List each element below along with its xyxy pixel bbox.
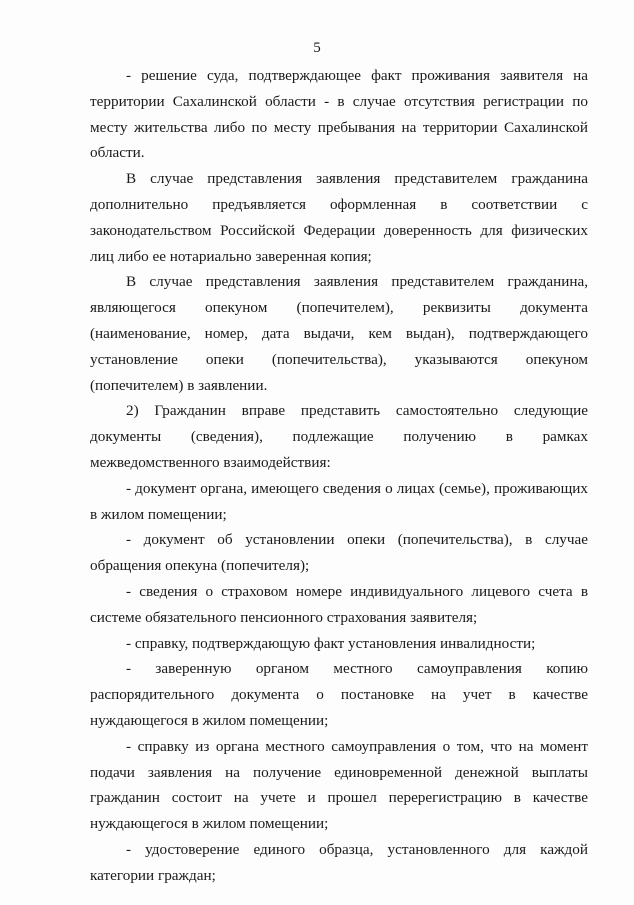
list-item-unified-certificate: - удостоверение единого образца, установленного для каждой категории граждан;: [90, 840, 588, 884]
list-item-residents-document: - документ органа, имеющего сведения о лицах (семье), проживающих в жилом помещении;: [90, 479, 588, 523]
document-body: [90, 63, 588, 889]
paragraph-representative-power-of-attorney: В случае представления заявления представителем гражданина дополнительно предъявляется оформленная в соответствии с законодательством Российской Федерации доверенность для физических лиц либо ее нотариально заверенная копия;: [90, 170, 588, 265]
list-item-registration-copy: - заверенную органом местного самоуправления копию распорядительного документа о постановке на учет в качестве нуждающегося в жилом помещении;: [90, 660, 588, 729]
list-item-disability-certificate: - справку, подтверждающую факт установления инвалидности;: [126, 634, 536, 652]
list-item-insurance-number: - сведения о страховом номере индивидуального лицевого счета в системе обязательного пенсионного страхования заявителя;: [90, 582, 588, 626]
paragraph-documents-intro: 2) Гражданин вправе представить самостоятельно следующие документы (сведения), подлежащие получению в рамках межведомственного взаимодействия:: [90, 402, 588, 471]
list-item-local-authority-certificate: - справку из органа местного самоуправления о том, что на момент подачи заявления на получение единовременной денежной выплаты гражданин состоит на учете и прошел перерегистрацию в качестве нуждающегося в жилом помещении;: [90, 737, 588, 833]
paragraph-representative-guardian: В случае представления заявления представителем гражданина, являющегося опекуном (попечителем), реквизиты документа (наименование, номер, дата выдачи, кем выдан), подтверждающего установление опеки (попечительства), указываются опекуном (попечителем) в заявлении.: [90, 273, 588, 394]
paragraph-court-decision: - решение суда, подтверждающее факт проживания заявителя на территории Сахалинской области - в случае отсутствия регистрации по месту жительства либо по месту пребывания на территории Сахалинской области.: [90, 67, 588, 162]
page-number: 5: [313, 40, 321, 56]
list-item-guardianship-document: - документ об установлении опеки (попечительства), в случае обращения опекуна (попечителя);: [90, 531, 588, 575]
